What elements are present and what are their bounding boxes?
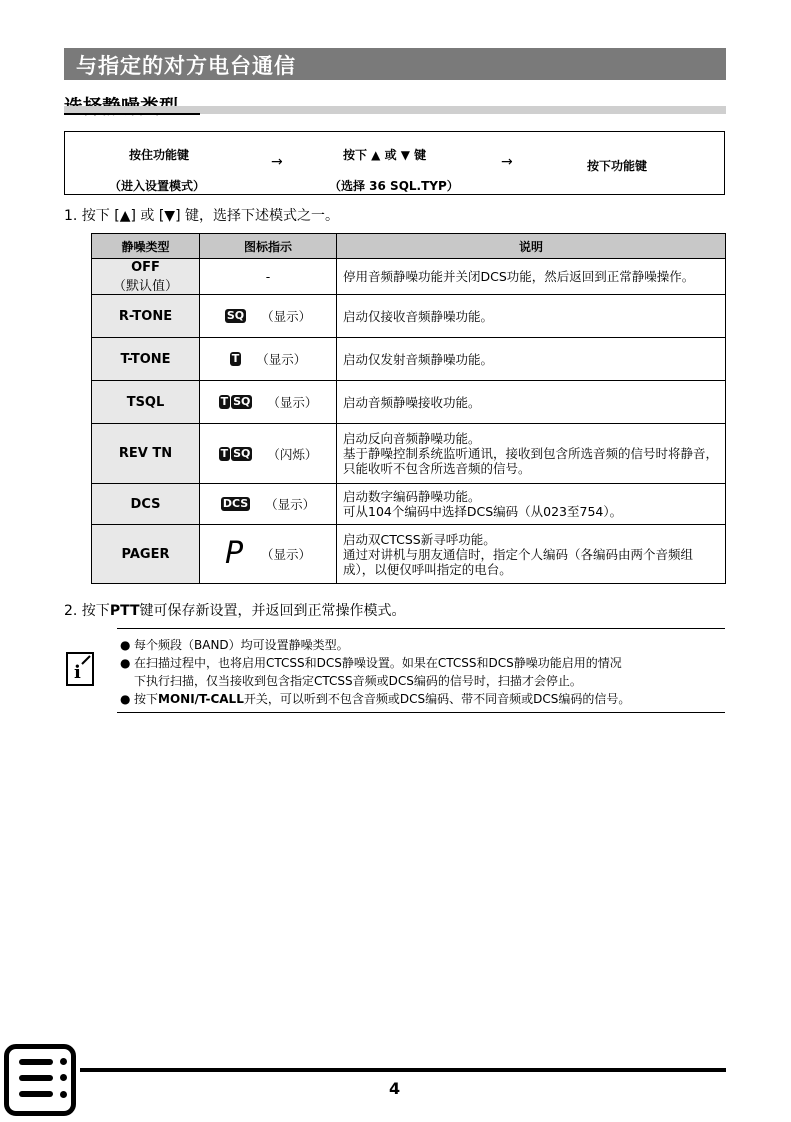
note-top-rule [117,628,725,629]
procedure-step3: 按下功能键 [587,159,648,173]
display-state: （闪烁） [267,446,318,462]
pager-icon: P [224,536,244,571]
procedure-arrow-2: → [501,154,513,170]
icon-cell [200,338,337,381]
section-banner [64,48,726,80]
description-cell [337,338,726,381]
table-row [92,525,726,584]
table-row [92,424,726,484]
table-row [92,259,726,295]
description-line: 启动反向音频静噪功能。 [343,431,481,446]
section-title: 与指定的对方电台通信 [76,54,296,78]
table-row [92,381,726,424]
step-2-suffix: 键可保存新设置，并返回到正常操作模式。 [139,603,406,619]
ptt-key: PTT [109,603,140,619]
description-line: 启动仅接收音频静噪功能。 [343,308,494,324]
t-icon: T [220,446,229,460]
display-state: （显示） [265,497,316,512]
table-row [92,338,726,381]
header-description: 说明 [337,234,726,259]
icon-cell [200,525,337,584]
procedure-step2-sub: （选择 36 SQL.TYP） [329,179,459,193]
note-prefix: 按下 [134,692,159,706]
icon-cell [200,259,337,295]
mode-cell [92,259,200,295]
icon-cell [200,295,337,338]
description-cell [337,525,726,584]
squelch-type-table [91,233,726,584]
description-line: 基于静噪控制系统监听通讯，接收到包含所选音频的信号时将静音，只能收听不包含所选音频的信号。 [343,446,719,476]
display-state: （显示） [261,547,312,562]
description-line: 停用音频静噪功能并关闭DCS功能，然后返回到正常静噪操作。 [343,269,695,284]
icon-cell [200,424,337,484]
display-state: （显示） [256,352,307,367]
footer-rule [80,1068,726,1072]
display-state: （显示） [261,309,312,324]
icon-cell [200,484,337,525]
procedure-arrow-1: → [271,154,283,170]
mode-name: DCS [92,484,200,525]
description-line: 通过对讲机与朋友通信时，指定个人编码（各编码由两个音频组成），以便仅呼叫指定的电台。 [343,546,694,577]
display-state: （显示） [267,395,318,410]
description-line: 启动仅发射音频静噪功能。 [343,351,494,367]
mode-name: T-TONE [92,338,200,381]
no-icon-dash: - [265,269,271,284]
table-header-row [92,234,726,259]
procedure-step1: 按住功能键 [129,148,190,162]
icon-cell [200,381,337,424]
description-cell [337,259,726,295]
mode-default-note: （默认值） [112,278,178,294]
description-cell [337,484,726,525]
mode-name: OFF [131,259,160,275]
mode-name: TSQL [92,381,200,424]
table-row [92,484,726,525]
mode-name: PAGER [92,525,200,584]
procedure-box [64,131,725,195]
note-continuation: 下执行扫描，仅当接收到包含指定CTCSS音频或DCS编码的信号时，扫描才会停止。 [134,674,582,688]
t-icon: T [220,395,229,408]
header-icon-indicator: 图标指示 [200,234,337,259]
description-line: 启动双CTCSS新寻呼功能。 [343,531,496,547]
step-2-prefix: 2. 按下 [64,603,110,619]
mode-name: REV TN [92,424,200,484]
header-squelch-type: 静噪类型 [92,234,200,259]
dcs-icon: DCS [222,497,249,510]
description-cell [337,295,726,338]
moni-key: MONI/T-CALL [158,692,244,706]
description-line: 可从104个编码中选择DCS编码（从023至754）。 [343,504,623,519]
description-line: 启动数字编码静噪功能。 [343,489,481,504]
sq-icon: SQ [233,395,251,408]
mode-name: R-TONE [92,295,200,338]
description-cell [337,381,726,424]
note-text: 开关，可以听到不包含音频或DCS编码、带不同音频或DCS编码的信号。 [243,692,631,706]
step-2-text [64,600,406,620]
sq-icon: SQ [233,446,251,460]
procedure-step1-sub: （进入设置模式） [109,179,206,193]
note-item: ● 按下MONI/T-CALL开关，可以听到不包含音频或DCS编码、带不同音频或DCS编码的信号。 [120,692,631,706]
note-text: 在扫描过程中，也将启用CTCSS和DCS静噪设置。如果在CTCSS和DCS静噪功能启用的情况 [134,656,622,670]
note-item: ● 在扫描过程中，也将启用CTCSS和DCS静噪设置。如果在CTCSS和DCS静噪功能启用的情况 [120,656,622,670]
note-bottom-rule [117,712,725,713]
note-text: 每个频段（BAND）均可设置静噪类型。 [134,638,349,652]
sq-icon: SQ [226,309,245,322]
t-icon: T [231,352,240,365]
page-number: 4 [389,1079,401,1098]
subsection-underline [64,113,200,115]
table-row [92,295,726,338]
description-line: 启动音频静噪接收功能。 [343,394,481,410]
menu-icon[interactable] [4,1044,76,1116]
procedure-step2: 按下 ▲ 或 ▼ 键 [343,148,427,162]
note-item: ● 每个频段（BAND）均可设置静噪类型。 [120,638,349,652]
step-1-text: 1. 按下 [▲] 或 [▼] 键，选择下述模式之一。 [64,208,339,224]
description-cell [337,424,726,484]
info-icon: i [66,652,94,686]
